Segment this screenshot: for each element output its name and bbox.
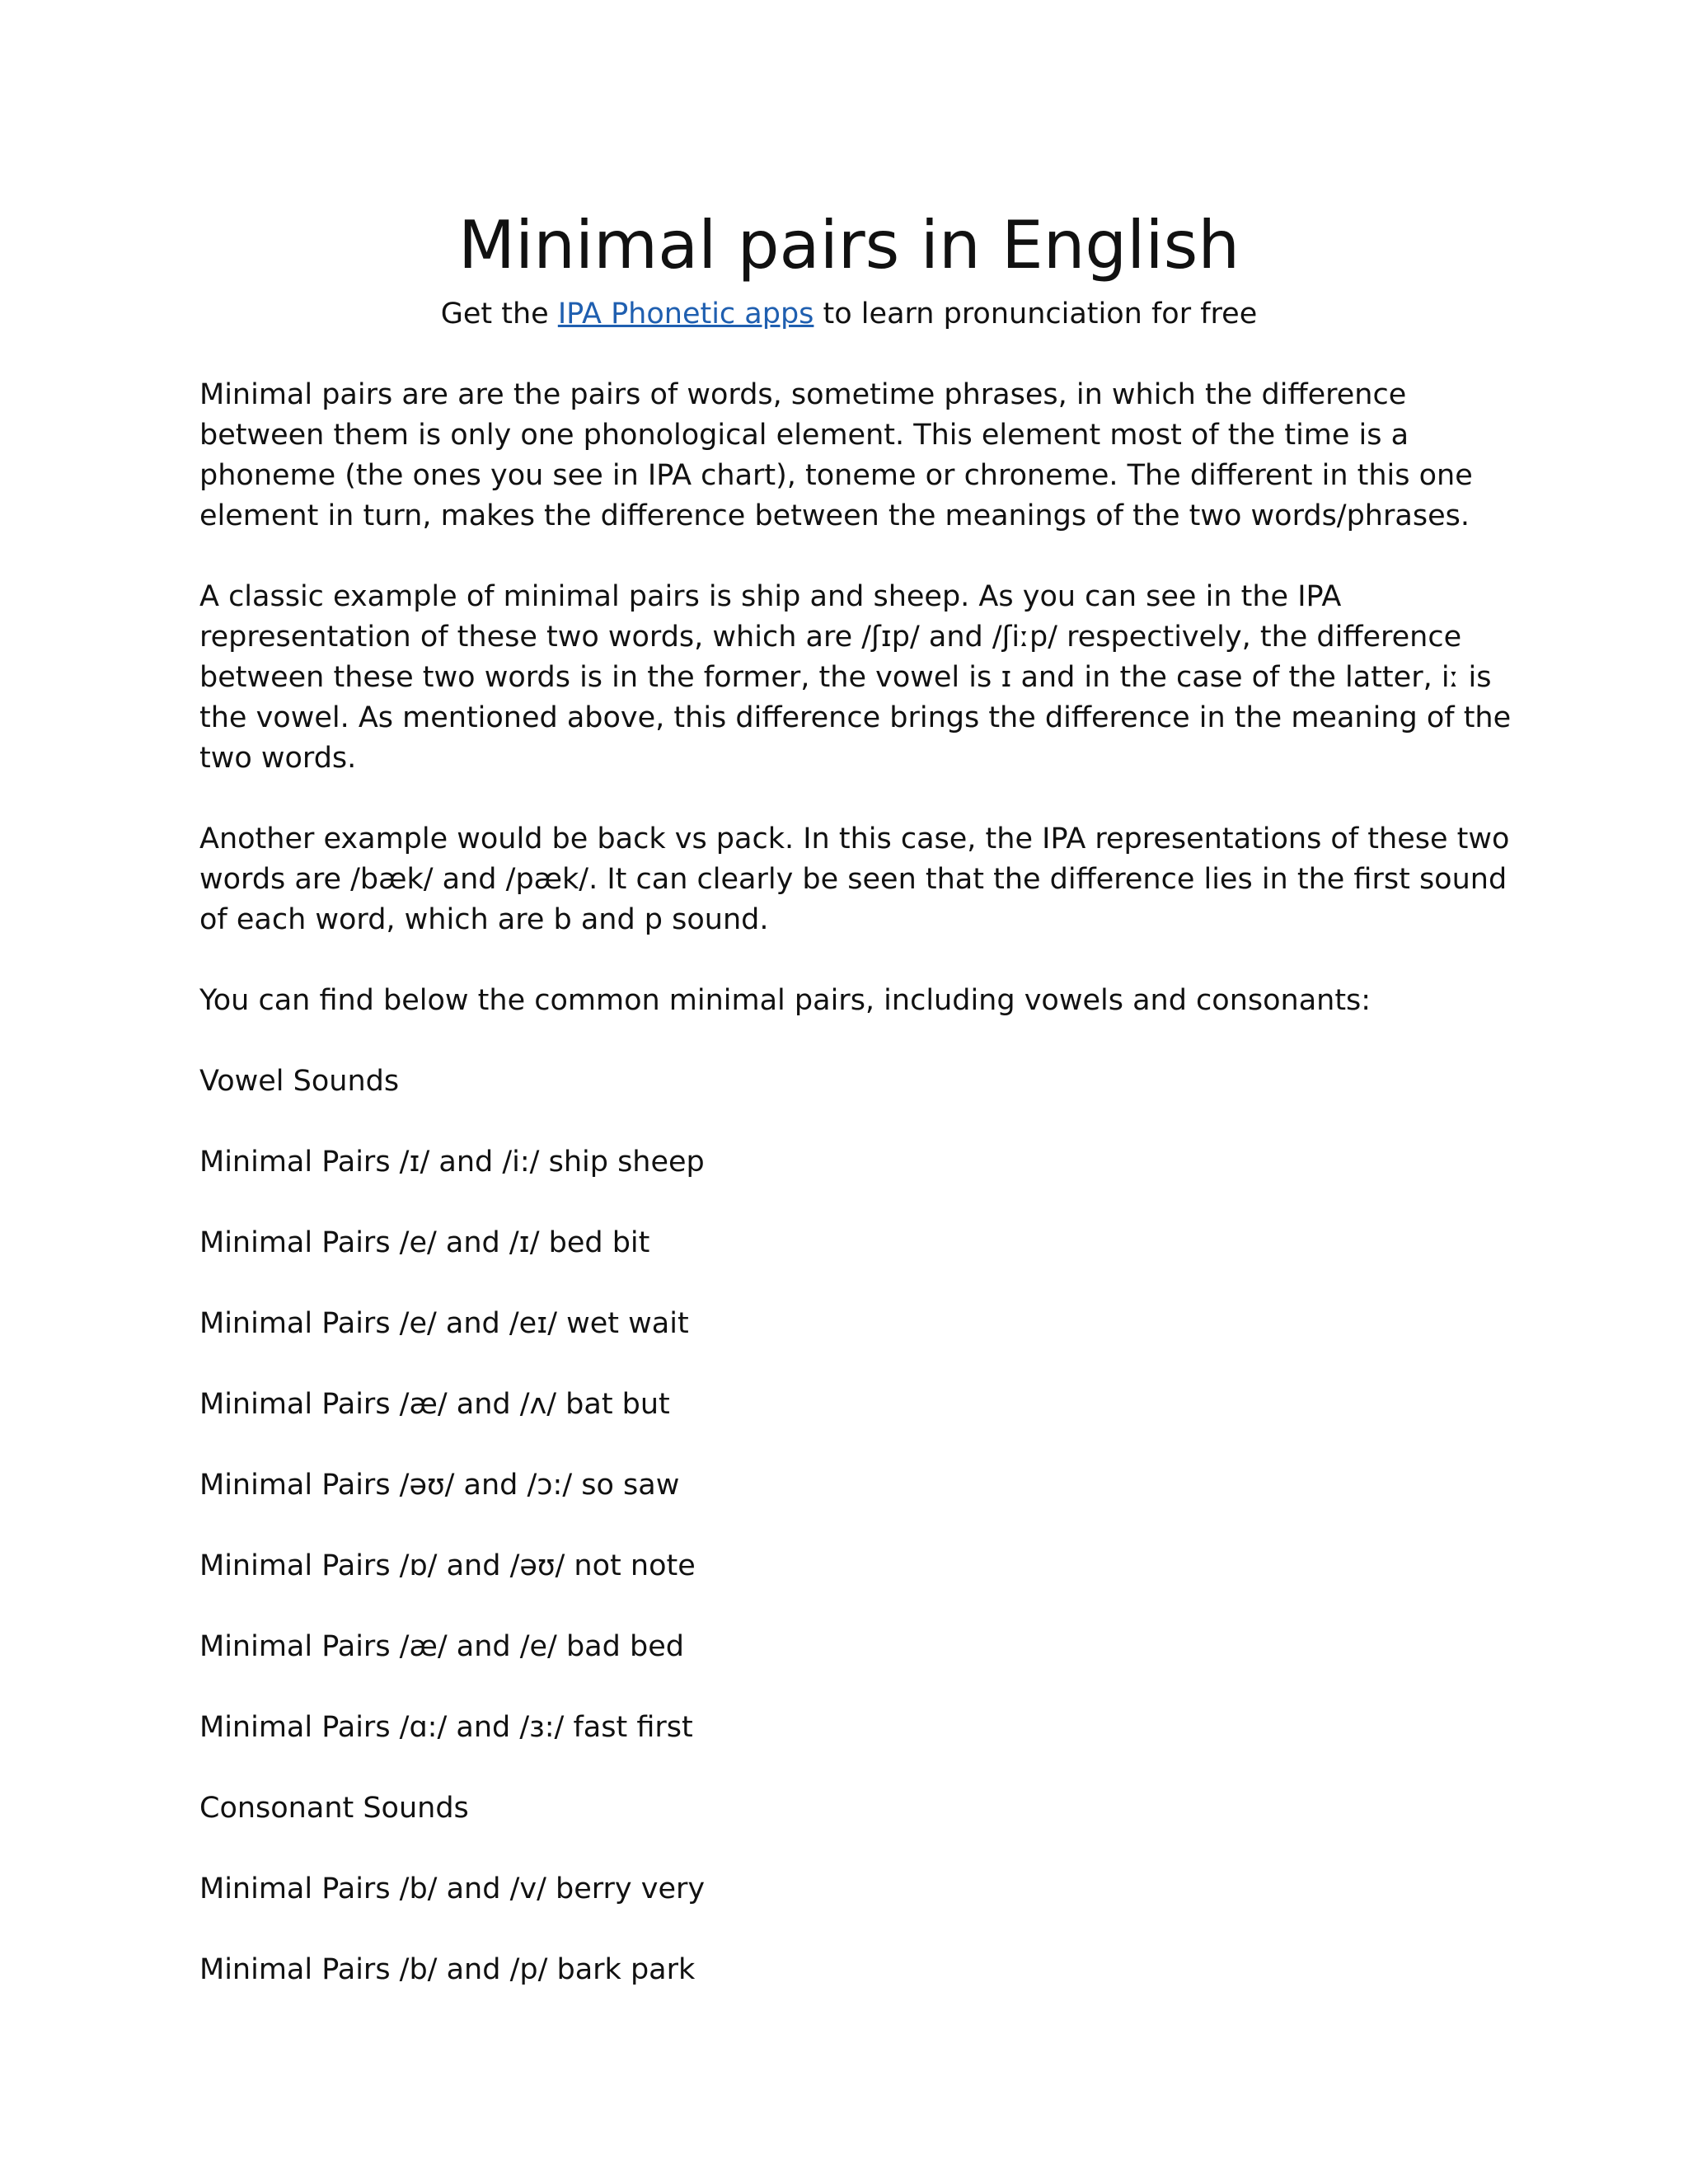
subtitle-text-after: to learn pronunciation for free [814, 298, 1258, 330]
vowel-pair-item: Minimal Pairs /e/ and /eɪ/ wet wait [199, 1307, 689, 1340]
vowel-pair-item: Minimal Pairs /ɒ/ and /əʊ/ not note [199, 1549, 696, 1582]
vowel-pair-item: Minimal Pairs /æ/ and /ʌ/ bat but [199, 1388, 670, 1421]
subtitle-text-before: Get the [440, 298, 558, 330]
back-pack-paragraph: Another example would be back vs pack. In this case, the IPA representations of these two words are /bæk/ and /pæk/. It can clearly be seen that the difference lies in the first sound of each word, which are b and p sound. [199, 823, 1510, 936]
intro-paragraph: Minimal pairs are are the pairs of words, sometime phrases, in which the difference between them is only one phonological element. This element most of the time is a phoneme (the ones you see in IPA chart), toneme or chroneme. The different in this one element in turn, makes the difference between the meanings of the two words/phrases. [199, 378, 1473, 532]
page-subtitle [0, 294, 1688, 334]
consonant-pair-item: Minimal Pairs /b/ and /p/ bark park [199, 1953, 696, 1986]
ipa-phonetic-apps-link[interactable]: IPA Phonetic apps [557, 298, 814, 330]
consonant-pair-item: Minimal Pairs /b/ and /v/ berry very [199, 1872, 706, 1905]
document-body [199, 375, 1518, 2031]
vowel-pair-item: Minimal Pairs /e/ and /ɪ/ bed bit [199, 1226, 650, 1259]
vowel-pair-item: Minimal Pairs /æ/ and /e/ bad bed [199, 1630, 684, 1663]
page-title: Minimal pairs in English [457, 207, 1240, 284]
vowel-pair-item: Minimal Pairs /ɪ/ and /i:/ ship sheep [199, 1146, 705, 1179]
list-intro-paragraph: You can find below the common minimal pairs, including vowels and consonants: [199, 984, 1372, 1017]
vowel-pair-item: Minimal Pairs /ɑ:/ and /ɜ:/ fast first [199, 1711, 693, 1744]
vowel-pair-item: Minimal Pairs /əʊ/ and /ɔ:/ so saw [199, 1469, 680, 1502]
consonant-sounds-heading: Consonant Sounds [199, 1792, 469, 1825]
ship-sheep-paragraph: A classic example of minimal pairs is ship and sheep. As you can see in the IPA representation of these two words, which are /ʃɪp/ and /ʃiːp/ respectively, the difference between these two words is in the former, the vowel is ɪ and in the case of the latter, iː is the vowel. As mentioned above, this difference brings the difference in the meaning of the two words. [199, 580, 1512, 775]
vowel-sounds-heading: Vowel Sounds [199, 1065, 400, 1098]
